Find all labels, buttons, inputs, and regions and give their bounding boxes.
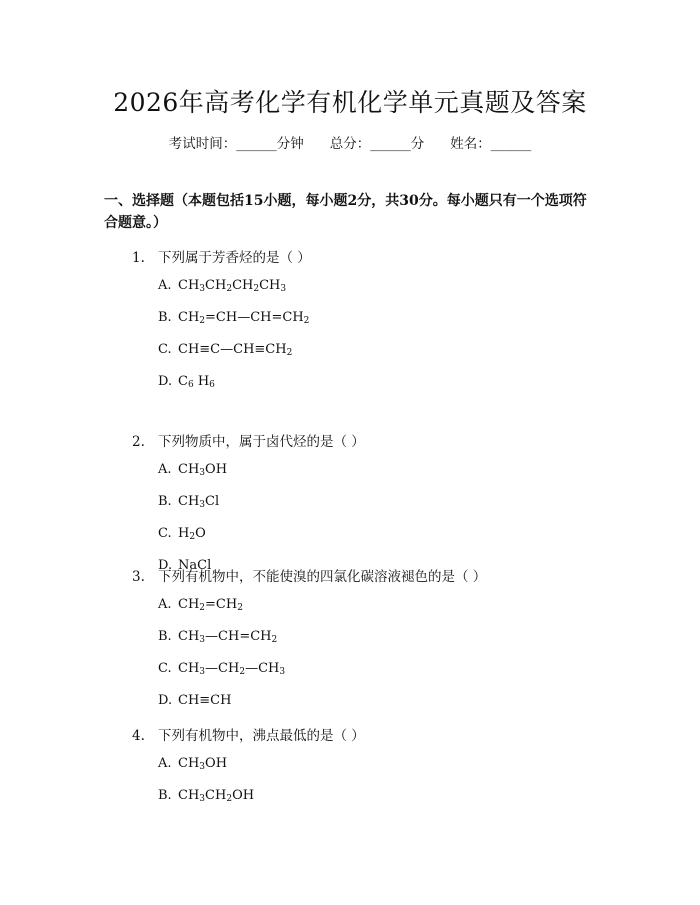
question-1	[132, 246, 311, 266]
exam-time: 考试时间：______分钟	[168, 136, 304, 152]
question-number: 3.	[132, 569, 145, 585]
option-label: B.	[158, 310, 172, 325]
option-3-A[interactable]	[158, 597, 243, 612]
option-2-B[interactable]	[158, 494, 219, 509]
option-formula: $H_2O$	[178, 526, 206, 542]
question-number: 1.	[132, 250, 145, 266]
option-formula: $CH_2=CH—CH=CH_2$	[178, 310, 310, 326]
option-1-D[interactable]	[158, 374, 215, 389]
exam-score: 总分：______分	[329, 136, 425, 152]
option-formula: NaCl	[178, 558, 212, 573]
option-label: C.	[158, 342, 172, 357]
question-number: 2.	[132, 434, 145, 450]
question-3	[132, 565, 486, 585]
option-label: C.	[158, 526, 172, 541]
option-2-C[interactable]	[158, 526, 206, 541]
option-formula: CH≡CH	[178, 693, 232, 708]
option-formula: $CH\equiv C—CH\equiv CH_2$	[178, 342, 293, 358]
option-3-C[interactable]	[158, 661, 285, 676]
option-formula: $CH_3OH$	[178, 756, 228, 772]
option-formula: $CH_3Cl$	[178, 494, 220, 510]
question-stem: 下列属于芳香烃的是（ ）	[158, 250, 311, 266]
exam-name: 姓名：______	[450, 136, 532, 152]
question-2	[132, 430, 365, 450]
option-label: D.	[158, 558, 173, 573]
option-3-D[interactable]	[158, 693, 231, 708]
option-label: B.	[158, 788, 172, 803]
option-label: B.	[158, 494, 172, 509]
option-label: A.	[158, 756, 172, 771]
option-label: A.	[158, 462, 172, 477]
option-1-C[interactable]	[158, 342, 292, 357]
option-formula: $CH_2=CH_2$	[178, 597, 243, 613]
option-label: D.	[158, 693, 173, 708]
option-label: D.	[158, 374, 173, 389]
question-stem: 下列有机物中，不能使溴的四氯化碳溶液褪色的是（ ）	[158, 569, 487, 585]
option-formula: $CH_3—CH=CH_2$	[178, 629, 278, 645]
option-formula: $CH_3CH_2OH$	[178, 788, 255, 804]
exam-info	[0, 132, 700, 152]
option-label: A.	[158, 278, 172, 293]
option-1-A[interactable]	[158, 278, 286, 293]
question-number: 4.	[132, 728, 145, 744]
option-formula: $CH_3CH_2CH_2CH_3$	[178, 278, 287, 294]
question-stem: 下列物质中，属于卤代烃的是（ ）	[158, 434, 365, 450]
option-2-A[interactable]	[158, 462, 227, 477]
option-formula: $CH_3OH$	[178, 462, 228, 478]
option-4-A[interactable]	[158, 756, 227, 771]
option-label: A.	[158, 597, 172, 612]
question-4	[132, 724, 365, 744]
option-4-B[interactable]	[158, 788, 254, 803]
option-3-B[interactable]	[158, 629, 277, 644]
option-1-B[interactable]	[158, 310, 309, 325]
option-formula: $C_6$ $H_6$	[178, 374, 215, 390]
option-label: C.	[158, 661, 172, 676]
page-title: 2026年高考化学有机化学单元真题及答案	[113, 88, 587, 117]
section-heading: 一、选择题（本题包括15小题，每小题2分，共30分。每小题只有一个选项符合题意。）	[104, 193, 587, 231]
question-stem: 下列有机物中，沸点最低的是（ ）	[158, 728, 365, 744]
option-formula: $CH_3—CH_2—CH_3$	[178, 661, 286, 677]
option-label: B.	[158, 629, 172, 644]
